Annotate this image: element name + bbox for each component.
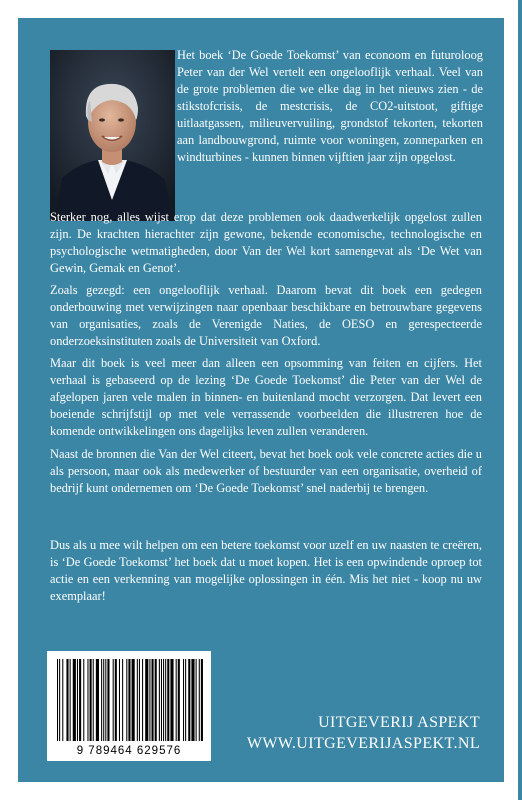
barcode-bar: [178, 659, 180, 741]
barcode-bar: [155, 659, 157, 741]
publisher-url: WWW.UITGEVERIJASPEKT.NL: [246, 735, 480, 752]
author-portrait-image: [50, 50, 175, 221]
paragraph-2: Zoals gezegd: een ongelooflijk verhaal. Daarom bevat dit boek een gedegen onderbouwing met verwijzingen naar openbaar beschikbare en betrouwbare gegevens van organisaties, zoals de Verenigde Naties, de OESO en gerespecteerde onderzoeksinstituten zoals de Universiteit van Oxford.: [50, 283, 482, 348]
barcode-bar: [103, 659, 104, 741]
barcode-bar: [126, 659, 127, 741]
barcode-bar: [122, 659, 123, 741]
barcode-bar: [188, 659, 190, 741]
barcode: [47, 651, 211, 761]
barcode-bar: [59, 659, 60, 741]
barcode-bar: [90, 659, 92, 741]
barcode-bar: [83, 659, 84, 741]
barcode-bar: [176, 659, 177, 741]
paragraph-4: Naast de bronnen die Van der Wel citeert, bevat het boek ook vele concrete acties die u als persoon, maar ook als medewerker of bestuurder van een organisatie, overheid of bedrijf kunt ondernemen om ‘De Goede Toekomst’ snel naderbij te brengen.: [50, 447, 482, 495]
spine-edge: [518, 0, 522, 800]
intro-paragraph: Het boek ‘De Goede Toekomst’ van econoom en futuroloog Peter van der Wel vertelt een ongelooflijk verhaal. Veel van de grote problemen die we elke dag in het nieuws zien - de stikstofcrisis, de mestcrisis, de CO2-uitstoot, giftige uitlaatgassen, milieuvervuiling, grondstof tekorten, tekorten aan landbouwgrond, ruimte voor woningen, zonneparken en windturbines - kunnen binnen vijftien jaar zijn opgelost.: [177, 48, 483, 164]
barcode-bar: [62, 659, 63, 741]
barcode-bar: [196, 659, 197, 741]
barcode-bar: [119, 659, 120, 741]
barcode-bar: [167, 659, 169, 741]
paragraph-1: Sterker nog, alles wijst erop dat deze problemen ook daadwerkelijk opgelost zullen zijn. De krachten hierachter zijn gewone, bekende economische, technologische en psychologische wetmatigheden, door Van der Wel kort samengevat als ‘De Wet van Gewin, Gemak en Genot’.: [50, 210, 482, 275]
barcode-bar: [183, 659, 184, 741]
barcode-bar: [137, 659, 138, 741]
barcode-bar: [199, 659, 200, 741]
publisher-block: [247, 712, 480, 754]
barcode-bar: [128, 659, 130, 741]
barcode-bar: [96, 659, 99, 741]
barcode-bar: [142, 659, 143, 741]
barcode-bar: [185, 659, 186, 741]
barcode-bar: [201, 659, 203, 741]
isbn-number: 9 789464 629576: [76, 745, 182, 757]
barcode-bar: [191, 659, 194, 741]
barcode-bar: [66, 659, 68, 741]
paragraph-3: Maar dit boek is veel meer dan alleen een opsomming van feiten en cijfers. Het verhaal is gebaseerd op de lezing ‘De Goede Toekomst’ die Peter van der Wel de afgelopen jaren vele malen in binnen- en buitenland mocht verzorgen. Dat levert een boeiende schrijfstijl op met vele verrassende voorbeelden die illustreren hoe de komende ontwikkelingen ons dagelijks leven zullen veranderen.: [50, 356, 482, 438]
barcode-bar: [132, 659, 135, 741]
barcode-bar: [105, 659, 106, 741]
barcode-bar: [149, 659, 150, 741]
barcode-bar: [161, 659, 162, 741]
barcode-bar: [145, 659, 148, 741]
barcode-bar: [163, 659, 164, 741]
barcode-bar: [57, 659, 58, 741]
barcode-bar: [101, 659, 102, 741]
barcode-bar: [93, 659, 94, 741]
barcode-bar: [159, 659, 160, 741]
barcode-bar: [165, 659, 166, 741]
barcode-bar: [139, 659, 140, 741]
back-cover: [18, 18, 504, 782]
barcode-bar: [170, 659, 173, 741]
barcode-bar: [77, 659, 78, 741]
paragraph-5: Dus als u mee wilt helpen om een betere toekomst voor uzelf en uw naasten te creëren, is ‘De Goede Toekomst’ het boek dat u moet kopen. Het is een opwindende oproep tot actie en een verkenning van mogelijke oplossingen in één. Mis het niet - koop nu uw exemplaar!: [50, 538, 482, 603]
author-photo: [50, 50, 175, 221]
barcode-bar: [152, 659, 154, 741]
barcode-bar: [115, 659, 117, 741]
barcode-bar: [73, 659, 76, 741]
barcode-bar: [70, 659, 71, 741]
barcode-bar: [79, 659, 81, 741]
barcode-bar: [113, 659, 114, 741]
barcode-bar: [87, 659, 88, 741]
publisher-name: UITGEVERIJ ASPEKT: [318, 714, 480, 731]
barcode-bar: [107, 659, 109, 741]
barcode-bars: [47, 651, 211, 741]
